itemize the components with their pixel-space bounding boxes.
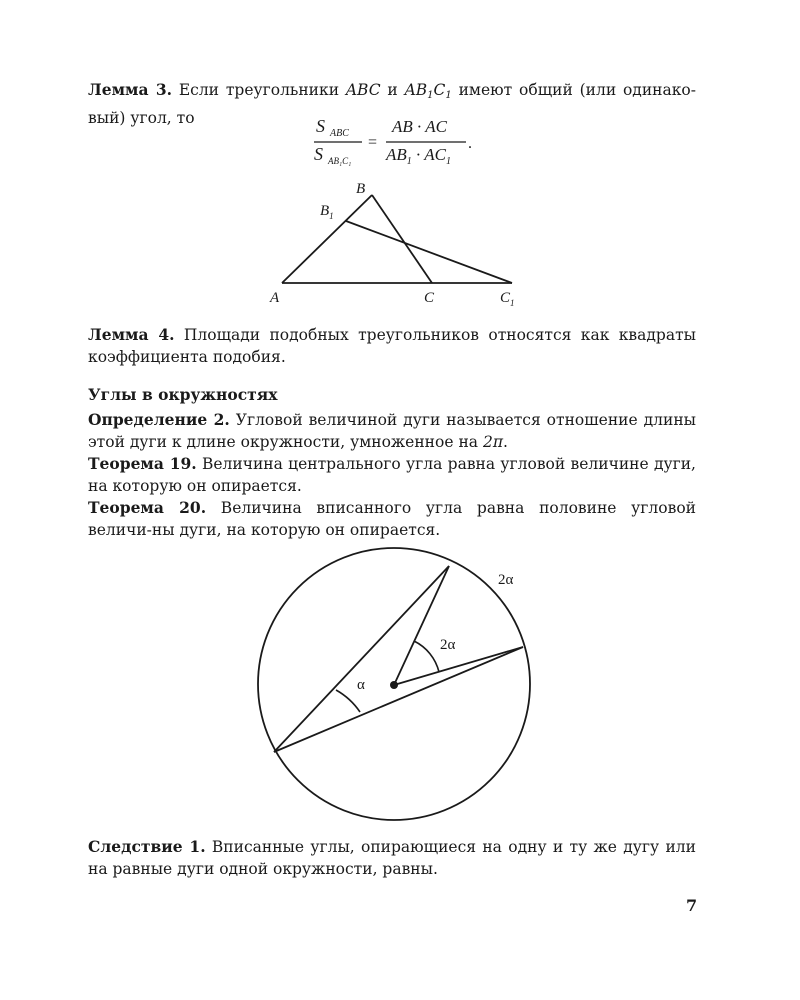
theorem-19-label: Теорема 19.	[88, 454, 197, 473]
theorem-20-label: Теорема 20.	[88, 498, 207, 517]
central-angle-arc	[414, 641, 439, 672]
lemma-3-label: Лемма 3.	[88, 80, 173, 99]
side-b1c1	[346, 221, 512, 283]
center-point	[390, 681, 398, 689]
inscribed-angle-arc	[336, 690, 360, 712]
chord-left	[274, 566, 449, 752]
area-ratio-formula	[300, 112, 490, 168]
lemma-4-text: Площади подобных треугольников относятся как квадраты коэффициента подобия.	[88, 326, 696, 366]
lemma-4	[88, 324, 696, 368]
formula-lhs-den-sub: AB₁C₁	[328, 156, 352, 166]
formula-equals: =	[368, 134, 378, 151]
theorem-19	[88, 453, 696, 497]
page-number: 7	[686, 896, 698, 915]
formula-period: .	[468, 135, 472, 152]
two-pi-value: 2π	[482, 433, 504, 451]
arc-label: 2α	[498, 572, 514, 588]
definition-2-text: Угловой величиной дуги называется отношение длины этой дуги к длине окружности, умноженное на	[88, 411, 696, 451]
section-heading: Углы в окружностях	[88, 385, 278, 404]
side-bc	[372, 195, 432, 283]
formula-lhs-num-s: S	[316, 116, 325, 136]
vertex-c1-label: $C_1$	[500, 290, 515, 308]
corollary-1-label: Следствие 1.	[88, 837, 206, 856]
central-angle-label: 2α	[440, 637, 456, 653]
radius-right	[394, 647, 523, 685]
triangle-figure	[260, 178, 540, 313]
vertex-c-label: C	[424, 290, 435, 306]
vertex-b-label: B	[356, 181, 366, 197]
formula-lhs-den-s: S	[314, 144, 323, 164]
lemma-3-text-b: и	[380, 81, 405, 99]
corollary-1-text: Вписанные углы, опирающиеся на одну и ту же дугу или на равные дуги одной окружности, равны.	[88, 838, 696, 878]
radius-top	[394, 566, 449, 685]
triangle-ab1c1: $AB_1C_1$	[404, 81, 452, 101]
lemma-3-text-a: Если треугольники	[172, 81, 346, 99]
theorem-19-text: Величина центрального угла равна угловой величине дуги, на которую он опирается.	[88, 455, 696, 495]
circle-figure	[240, 545, 560, 835]
theorem-20-text: Величина вписанного угла равна половине угловой величи-ны дуги, на которую он опирается.	[88, 499, 696, 539]
inscribed-angle-label: α	[357, 677, 365, 693]
lemma-4-label: Лемма 4.	[88, 325, 175, 344]
definition-2: Определение 2. Угловой величиной дуги называется отношение длины этой дуги к длине окружности, умноженное на 2π.	[88, 410, 696, 451]
theorem-20	[88, 497, 696, 541]
definition-2-label: Определение 2.	[88, 410, 230, 429]
corollary-1	[88, 836, 696, 880]
formula-rhs-num: AB · AC	[392, 117, 447, 136]
chord-bottom	[274, 647, 523, 752]
lemma-3-text-c: имеют общий (или одинако-вый) угол, то	[88, 81, 697, 127]
vertex-a-label: A	[270, 290, 280, 306]
formula-rhs-den: $AB_1 \cdot AC_1$	[386, 145, 451, 167]
vertex-b1-label: $B_1$	[320, 203, 334, 221]
triangle-abc: ABC	[345, 81, 381, 99]
formula-lhs-num-sub: ABC	[330, 128, 349, 139]
